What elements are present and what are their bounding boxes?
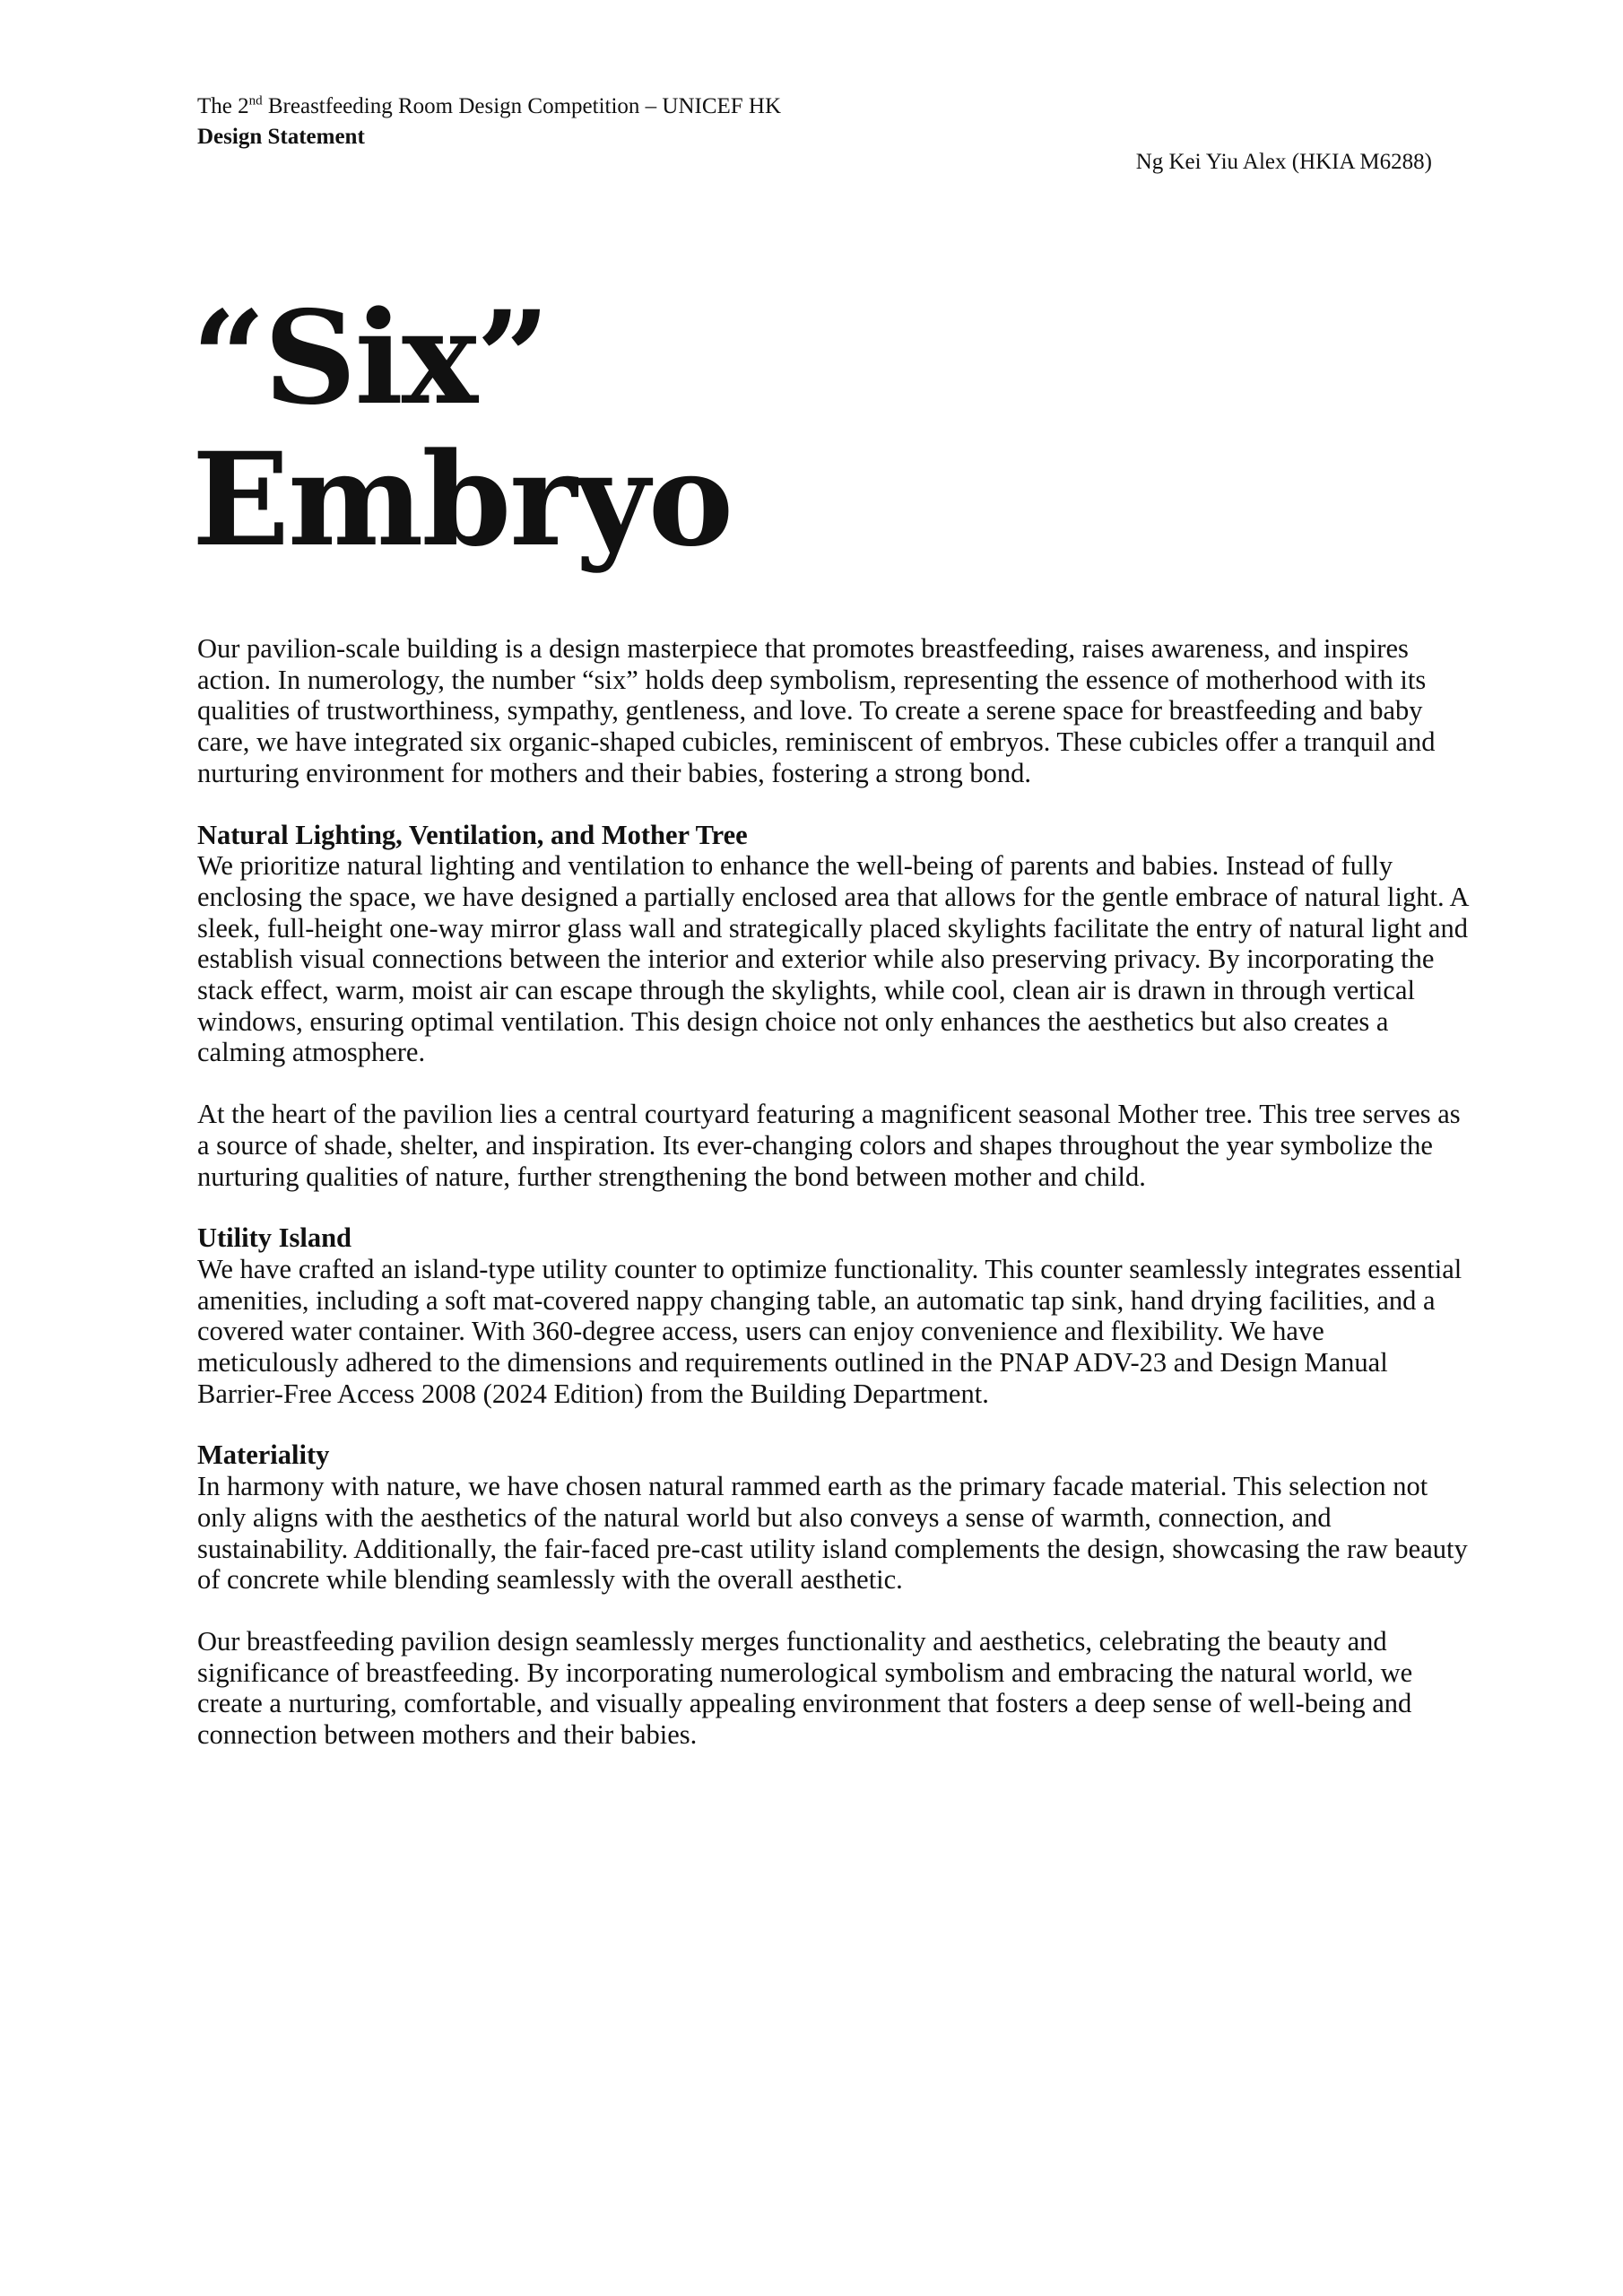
document-body: [197, 633, 1471, 1781]
section-heading: Materiality: [197, 1439, 330, 1471]
author-credit: Ng Kei Yiu Alex (HKIA M6288): [1135, 150, 1432, 174]
section-paragraph: We prioritize natural lighting and ventilation to enhance the well-being of parents and babies. Instead of fully enclosing the space, we have designed a partially enclosed area that allows for the gentle embrace of natural light. A sleek, full-height one-way mirror glass wall and strategically placed skylights facilitate the entry of natural light and establish visual connections between the interior and exterior while also preserving privacy. By incorporating the stack effect, warm, moist air can escape through the skylights, while cool, clean air is drawn in through vertical windows, ensuring optimal ventilation. This design choice not only enhances the aesthetics but also creates a calming atmosphere.: [197, 850, 1468, 1068]
competition-suffix: Breastfeeding Room Design Competition – UNICEF HK: [262, 94, 782, 118]
page-title: [192, 283, 733, 575]
document-header: [197, 91, 781, 152]
title-line-1: “Six”: [192, 283, 549, 433]
section-natural-lighting: [197, 820, 1471, 1193]
section-paragraph: We have crafted an island-type utility counter to optimize functionality. This counter seamlessly integrates essential amenities, including a soft mat-covered nappy changing table, an automatic tap sink, hand drying facilities, and a covered water container. With 360-degree access, users can enjoy convenience and flexibility. We have meticulously adhered to the dimensions and requirements outlined in the PNAP ADV-23 and Design Manual Barrier-Free Access 2008 (2024 Edition) from the Building Department.: [197, 1253, 1462, 1409]
document-type: Design Statement: [197, 125, 365, 149]
section-heading: Utility Island: [197, 1222, 352, 1254]
section-utility-island: [197, 1222, 1471, 1409]
competition-name: [197, 91, 781, 122]
title-line-2: Embryo: [192, 424, 733, 575]
section-paragraph: In harmony with nature, we have chosen natural rammed earth as the primary facade material. This selection not only aligns with the aesthetics of the natural world but also conveys a sense of warmth, connection, and sustainability. Additionally, the fair-faced pre-cast utility island complements the design, showcasing the raw beauty of concrete while blending seamlessly with the overall aesthetic.: [197, 1471, 1468, 1596]
section-heading: Natural Lighting, Ventilation, and Mother Tree: [197, 819, 748, 850]
intro-paragraph: Our pavilion-scale building is a design masterpiece that promotes breastfeeding, raises awareness, and inspires action. In numerology, the number “six” holds deep symbolism, representing the essence of motherhood with its qualities of trustworthiness, sympathy, gentleness, and love. To create a serene space for breastfeeding and baby care, we have integrated six organic-shaped cubicles, reminiscent of embryos. These cubicles offer a tranquil and nurturing environment for mothers and their babies, fostering a strong bond.: [197, 633, 1436, 788]
conclusion-paragraph: Our breastfeeding pavilion design seamlessly merges functionality and aesthetics, celebrating the beauty and significance of breastfeeding. By incorporating numerological symbolism and embracing the natural world, we create a nurturing, comfortable, and visually appealing environment that fosters a deep sense of well-being and connection between mothers and their babies.: [197, 1625, 1413, 1751]
competition-prefix: The 2: [197, 94, 249, 118]
section-paragraph: At the heart of the pavilion lies a central courtyard featuring a magnificent seasonal Mother tree. This tree serves as a source of shade, shelter, and inspiration. Its ever-changing colors and shapes throughout the year symbolize the nurturing qualities of nature, further strengthening the bond between mother and child.: [197, 1099, 1461, 1192]
competition-ordinal-superscript: nd: [248, 93, 263, 109]
section-materiality: [197, 1439, 1471, 1596]
